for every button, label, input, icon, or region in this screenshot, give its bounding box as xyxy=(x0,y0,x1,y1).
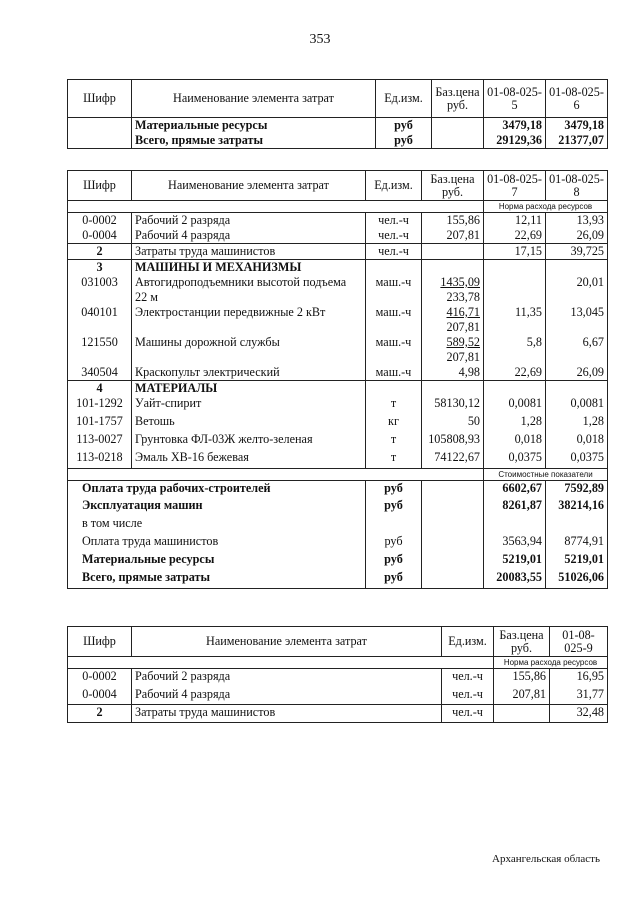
row-value: 3479,18 xyxy=(546,118,608,134)
header-base-price: Баз.цена руб. xyxy=(494,627,550,657)
row-value: 29129,36 xyxy=(484,133,546,149)
row-code: 121550 xyxy=(68,335,132,350)
row-code: 2 xyxy=(68,705,132,723)
total-name: Материальные ресурсы xyxy=(68,552,366,570)
row-unit: т xyxy=(366,396,422,414)
row-price: 155,86 xyxy=(422,213,484,229)
row-value: 13,045 xyxy=(546,305,608,320)
row-unit: чел.-ч xyxy=(366,244,422,260)
header-code: Шифр xyxy=(68,627,132,657)
row-value: 32,48 xyxy=(550,705,608,723)
row-code: 0-0004 xyxy=(68,228,132,244)
row-value: 31,77 xyxy=(550,687,608,705)
row-value: 0,0081 xyxy=(484,396,546,414)
row-value: 26,09 xyxy=(546,228,608,244)
row-unit: руб xyxy=(376,118,432,134)
total-name: Оплата труда машинистов xyxy=(68,534,366,552)
header-name: Наименование элемента затрат xyxy=(132,627,442,657)
row-price: 589,52 xyxy=(422,335,484,350)
total-value: 6602,67 xyxy=(484,480,546,498)
row-name: Затраты труда машинистов xyxy=(132,244,366,260)
row-value: 17,15 xyxy=(484,244,546,260)
row-unit: маш.-ч xyxy=(366,305,422,320)
row-value: 20,01 xyxy=(546,275,608,290)
row-price: 1435,09 xyxy=(422,275,484,290)
header-column: 01-08-025-6 xyxy=(546,80,608,118)
row-name: Машины дорожной службы xyxy=(132,335,366,350)
total-name: Всего, прямые затраты xyxy=(68,570,366,588)
header-unit: Ед.изм. xyxy=(376,80,432,118)
row-price: 155,86 xyxy=(494,669,550,687)
row-unit: маш.-ч xyxy=(366,335,422,350)
section-code: 3 xyxy=(68,260,132,276)
row-value: 0,018 xyxy=(546,432,608,450)
header-column: 01-08-025-7 xyxy=(484,171,546,201)
row-value: 13,93 xyxy=(546,213,608,229)
row-value: 0,0375 xyxy=(484,450,546,468)
total-unit: руб xyxy=(366,552,422,570)
total-name: в том числе xyxy=(68,516,366,534)
header-column: 01-08-025-8 xyxy=(546,171,608,201)
row-code: 101-1292 xyxy=(68,396,132,414)
row-value xyxy=(484,275,546,290)
total-value: 51026,06 xyxy=(546,570,608,588)
total-value: 8774,91 xyxy=(546,534,608,552)
row-name: Затраты труда машинистов xyxy=(132,705,442,723)
row-unit: руб xyxy=(376,133,432,149)
norm-label: Норма расхода ресурсов xyxy=(484,201,608,213)
row-value: 22,69 xyxy=(484,228,546,244)
total-value: 5219,01 xyxy=(546,552,608,570)
row-value: 6,67 xyxy=(546,335,608,350)
cost-table-2 xyxy=(67,170,608,589)
row-value: 11,35 xyxy=(484,305,546,320)
section-title: МАШИНЫ И МЕХАНИЗМЫ xyxy=(132,260,366,276)
row-code: 031003 xyxy=(68,275,132,290)
row-price: 74122,67 xyxy=(422,450,484,468)
row-price: 207,81 xyxy=(422,228,484,244)
header-base-price: Баз.цена руб. xyxy=(422,171,484,201)
total-value: 7592,89 xyxy=(546,480,608,498)
row-value: 0,0375 xyxy=(546,450,608,468)
row-value: 0,018 xyxy=(484,432,546,450)
header-column: 01-08-025-9 xyxy=(550,627,608,657)
row-price: 207,81 xyxy=(422,350,484,365)
row-name: Уайт-спирит xyxy=(132,396,366,414)
section-title: МАТЕРИАЛЫ xyxy=(132,381,366,397)
total-value: 38214,16 xyxy=(546,498,608,516)
header-unit: Ед.изм. xyxy=(366,171,422,201)
row-code: 113-0027 xyxy=(68,432,132,450)
row-code: 340504 xyxy=(68,365,132,381)
cost-label: Стоимостные показатели xyxy=(484,468,608,480)
header-unit: Ед.изм. xyxy=(442,627,494,657)
row-price: 207,81 xyxy=(422,320,484,335)
row-value: 0,0081 xyxy=(546,396,608,414)
row-unit: чел.-ч xyxy=(366,213,422,229)
row-name: Эмаль ХВ-16 бежевая xyxy=(132,450,366,468)
row-value: 16,95 xyxy=(550,669,608,687)
row-price: 58130,12 xyxy=(422,396,484,414)
row-price: 207,81 xyxy=(494,687,550,705)
row-name: Рабочий 2 разряда xyxy=(132,669,442,687)
row-value: 1,28 xyxy=(546,414,608,432)
row-code: 101-1757 xyxy=(68,414,132,432)
header-name: Наименование элемента затрат xyxy=(132,80,376,118)
total-value: 3563,94 xyxy=(484,534,546,552)
row-unit: маш.-ч xyxy=(366,365,422,381)
row-value: 39,725 xyxy=(546,244,608,260)
row-name: Электростанции передвижные 2 кВт xyxy=(132,305,366,320)
row-value: 3479,18 xyxy=(484,118,546,134)
header-code: Шифр xyxy=(68,171,132,201)
row-unit: чел.-ч xyxy=(366,228,422,244)
row-code: 2 xyxy=(68,244,132,260)
row-name: Рабочий 2 разряда xyxy=(132,213,366,229)
row-name-continued: 22 м xyxy=(132,290,366,305)
row-name: Автогидроподъемники высотой подъема xyxy=(132,275,366,290)
row-unit: т xyxy=(366,450,422,468)
row-name: Рабочий 4 разряда xyxy=(132,687,442,705)
total-unit: руб xyxy=(366,480,422,498)
section-code: 4 xyxy=(68,381,132,397)
row-value: 22,69 xyxy=(484,365,546,381)
row-name: Всего, прямые затраты xyxy=(132,133,376,149)
row-code: 113-0218 xyxy=(68,450,132,468)
row-code: 0-0004 xyxy=(68,687,132,705)
total-unit: руб xyxy=(366,534,422,552)
page-number: 353 xyxy=(309,32,331,47)
norm-label: Норма расхода ресурсов xyxy=(494,657,608,669)
total-unit: руб xyxy=(366,498,422,516)
row-unit: чел.-ч xyxy=(442,687,494,705)
row-value: 1,28 xyxy=(484,414,546,432)
row-unit: т xyxy=(366,432,422,450)
row-name: Материальные ресурсы xyxy=(132,118,376,134)
row-value: 26,09 xyxy=(546,365,608,381)
row-name: Грунтовка ФЛ-03Ж желто-зеленая xyxy=(132,432,366,450)
row-price: 4,98 xyxy=(422,365,484,381)
total-value: 8261,87 xyxy=(484,498,546,516)
total-value: 5219,01 xyxy=(484,552,546,570)
row-price: 50 xyxy=(422,414,484,432)
region-footer: Архангельская область xyxy=(492,853,600,865)
row-unit: маш.-ч xyxy=(366,275,422,290)
row-unit: чел.-ч xyxy=(442,705,494,723)
row-name: Ветошь xyxy=(132,414,366,432)
row-price: 233,78 xyxy=(422,290,484,305)
row-unit: кг xyxy=(366,414,422,432)
row-code: 040101 xyxy=(68,305,132,320)
row-code: 0-0002 xyxy=(68,213,132,229)
total-value: 20083,55 xyxy=(484,570,546,588)
header-name: Наименование элемента затрат xyxy=(132,171,366,201)
row-name: Рабочий 4 разряда xyxy=(132,228,366,244)
total-name: Оплата труда рабочих-строителей xyxy=(68,480,366,498)
row-value: 21377,07 xyxy=(546,133,608,149)
row-code: 0-0002 xyxy=(68,669,132,687)
row-price: 416,71 xyxy=(422,305,484,320)
row-value: 12,11 xyxy=(484,213,546,229)
cost-table-3 xyxy=(67,626,608,723)
row-name: Краскопульт электрический xyxy=(132,365,366,381)
header-column: 01-08-025-5 xyxy=(484,80,546,118)
cost-table-1 xyxy=(67,79,608,149)
header-code: Шифр xyxy=(68,80,132,118)
row-unit: чел.-ч xyxy=(442,669,494,687)
total-name: Эксплуатация машин xyxy=(68,498,366,516)
row-price: 105808,93 xyxy=(422,432,484,450)
header-base-price: Баз.цена руб. xyxy=(432,80,484,118)
row-value: 5,8 xyxy=(484,335,546,350)
total-unit: руб xyxy=(366,570,422,588)
